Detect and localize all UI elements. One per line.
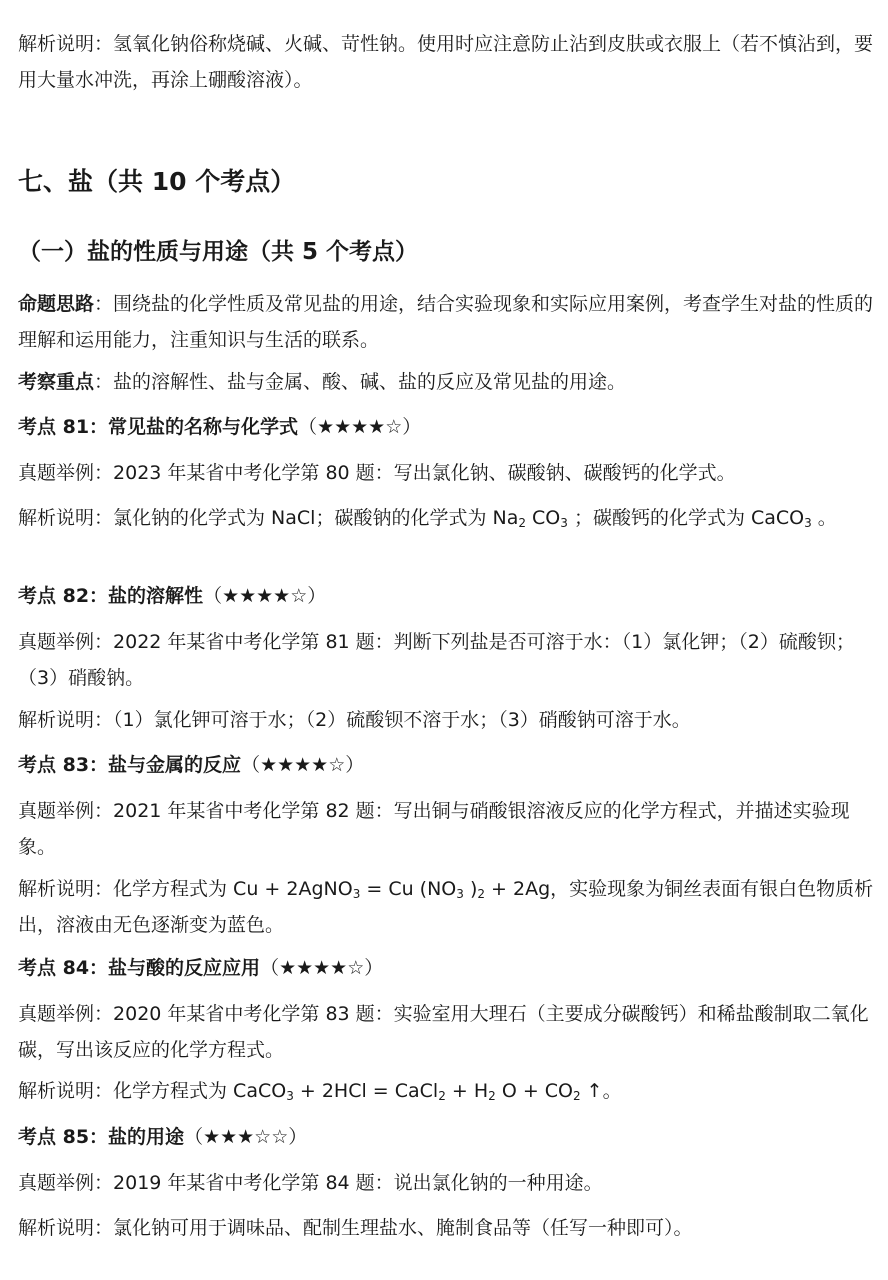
analysis-text: 化学方程式为 Cu + 2AgNO	[113, 878, 353, 900]
analysis-text: + H	[445, 1080, 489, 1102]
example-label: 真题举例：	[18, 800, 114, 822]
example-label: 真题举例：	[18, 462, 114, 484]
example-label: 真题举例：	[18, 631, 114, 653]
kaodian-84-heading	[18, 950, 874, 986]
kaodian-stars: （★★★☆☆）	[184, 1126, 308, 1148]
analysis-text: CO	[526, 507, 561, 529]
kaodian-stars: （★★★★☆）	[203, 585, 327, 607]
zhongdian-text: 盐的溶解性、盐与金属、酸、碱、盐的反应及常见盐的用途。	[113, 371, 627, 393]
kaodian-81-heading	[18, 409, 874, 445]
example-text: 2020 年某省中考化学第 83 题：实验室用大理石（主要成分碳酸钙）和稀盐酸制取二氧化碳，写出该反应的化学方程式。	[18, 1003, 869, 1061]
kaodian-82-analysis	[18, 702, 874, 738]
kaodian-title: 考点 81：常见盐的名称与化学式	[18, 416, 299, 438]
example-label: 真题举例：	[18, 1172, 114, 1194]
kaodian-83-analysis	[18, 871, 874, 943]
kaodian-85-heading	[18, 1119, 874, 1155]
analysis-text: （1）氯化钾可溶于水；（2）硫酸钡不溶于水；（3）硝酸钠可溶于水。	[113, 709, 691, 731]
subsection-title: （一）盐的性质与用途（共 5 个考点）	[18, 239, 419, 265]
subscript: 2	[573, 1089, 581, 1103]
subscript: 2	[477, 887, 485, 901]
kaodian-82-example	[18, 624, 874, 696]
zhongdian-label: 考察重点	[18, 371, 95, 393]
analysis-label: 解析说明：	[18, 709, 114, 731]
mingti-paragraph	[18, 286, 874, 358]
kaodian-title: 考点 82：盐的溶解性	[18, 585, 204, 607]
analysis-text: 氢氧化钠俗称烧碱、火碱、苛性钠。使用时应注意防止沾到皮肤或衣服上（若不慎沾到，要用大量水冲洗，再涂上硼酸溶液）。	[18, 33, 874, 91]
analysis-text: + 2Ag，实验现象为铜丝表面有银白色物质析出，溶液由无色逐渐变为蓝色。	[18, 878, 874, 936]
kaodian-85-analysis	[18, 1210, 874, 1246]
kaodian-title: 考点 83：盐与金属的反应	[18, 754, 242, 776]
example-text: 2023 年某省中考化学第 80 题：写出氯化钠、碳酸钠、碳酸钙的化学式。	[113, 462, 736, 484]
kaodian-85-example	[18, 1165, 874, 1201]
example-label: 真题举例：	[18, 1003, 114, 1025]
kaodian-81-analysis	[18, 500, 874, 536]
subscript: 3	[560, 516, 568, 530]
kaodian-83-example	[18, 793, 874, 865]
analysis-text: ↑。	[580, 1080, 622, 1102]
analysis-label: 解析说明：	[18, 878, 114, 900]
subscript: 2	[488, 1089, 496, 1103]
mingti-text: 围绕盐的化学性质及常见盐的用途，结合实验现象和实际应用案例，考查学生对盐的性质的理解和运用能力，注重知识与生活的联系。	[18, 293, 874, 351]
mingti-label: 命题思路	[18, 293, 95, 315]
mingti-sep: ：	[94, 293, 114, 315]
subscript: 2	[438, 1089, 446, 1103]
analysis-label: 解析说明：	[18, 33, 114, 55]
subscript: 3	[286, 1089, 294, 1103]
kaodian-84-analysis	[18, 1073, 874, 1109]
analysis-text: 化学方程式为 CaCO	[113, 1080, 287, 1102]
example-text: 2022 年某省中考化学第 81 题：判断下列盐是否可溶于水：（1）氯化钾；（2）硫酸钡；（3）硝酸钠。	[18, 631, 855, 689]
zhongdian-paragraph	[18, 364, 874, 400]
analysis-text: ；碳酸钙的化学式为 CaCO	[567, 507, 805, 529]
subscript: 3	[804, 516, 812, 530]
analysis-text: = Cu (NO	[360, 878, 457, 900]
kaodian-stars: （★★★★☆）	[241, 754, 365, 776]
kaodian-stars: （★★★★☆）	[260, 957, 384, 979]
analysis-label: 解析说明：	[18, 1217, 114, 1239]
kaodian-title: 考点 85：盐的用途	[18, 1126, 185, 1148]
subscript: 3	[456, 887, 464, 901]
kaodian-83-heading	[18, 747, 874, 783]
analysis-label: 解析说明：	[18, 507, 114, 529]
analysis-text: )	[463, 878, 478, 900]
kaodian-84-example	[18, 996, 874, 1068]
analysis-label: 解析说明：	[18, 1080, 114, 1102]
kaodian-stars: （★★★★☆）	[298, 416, 422, 438]
section-title: 七、盐（共 10 个考点）	[18, 167, 296, 196]
zhongdian-sep: ：	[94, 371, 114, 393]
analysis-text: 氯化钠的化学式为 NaCl；碳酸钠的化学式为 Na	[113, 507, 519, 529]
analysis-text: 氯化钠可用于调味品、配制生理盐水、腌制食品等（任写一种即可）。	[113, 1217, 693, 1239]
example-text: 2019 年某省中考化学第 84 题：说出氯化钠的一种用途。	[113, 1172, 603, 1194]
analysis-text: + 2HCl = CaCl	[293, 1080, 439, 1102]
kaodian-82-heading	[18, 578, 874, 614]
analysis-text: O + CO	[495, 1080, 573, 1102]
subscript: 2	[518, 516, 526, 530]
kaodian-81-example	[18, 455, 874, 491]
intro-analysis	[18, 26, 874, 98]
analysis-text: 。	[811, 507, 837, 529]
subscript: 3	[352, 887, 361, 901]
kaodian-title: 考点 84：盐与酸的反应应用	[18, 957, 261, 979]
example-text: 2021 年某省中考化学第 82 题：写出铜与硝酸银溶液反应的化学方程式，并描述实验现象。	[18, 800, 850, 858]
